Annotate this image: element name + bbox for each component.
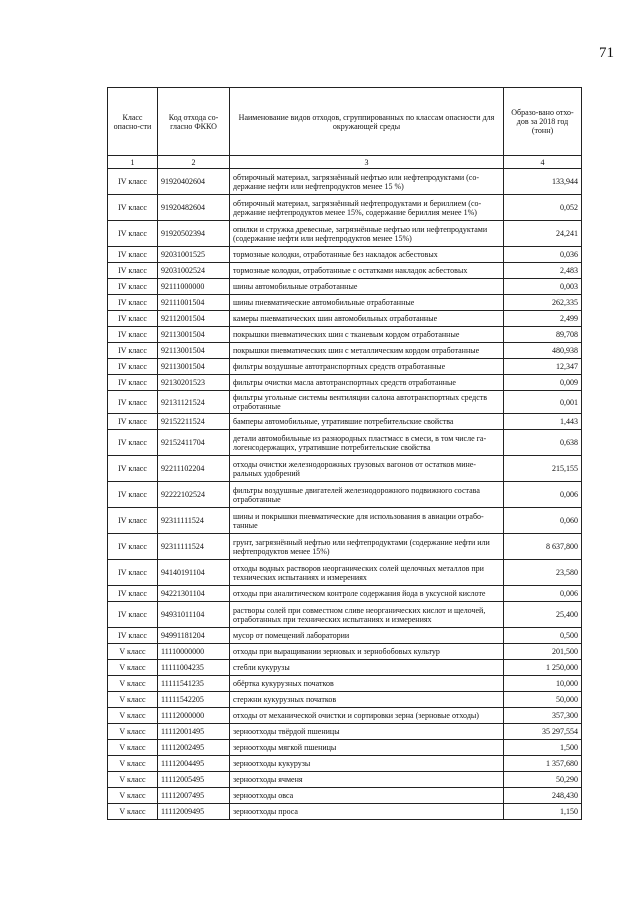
waste-name-cell: стебли кукурузы — [230, 660, 504, 676]
waste-amount-cell: 201,500 — [504, 644, 582, 660]
hazard-class-cell: IV класс — [108, 482, 158, 508]
waste-name-cell: зерноотходы кукурузы — [230, 756, 504, 772]
waste-amount-cell: 89,708 — [504, 327, 582, 343]
waste-amount-cell: 1,150 — [504, 804, 582, 820]
waste-amount-cell: 35 297,554 — [504, 724, 582, 740]
waste-amount-cell: 2,499 — [504, 311, 582, 327]
waste-amount-cell: 12,347 — [504, 359, 582, 375]
hazard-class-cell: V класс — [108, 772, 158, 788]
waste-amount-cell: 0,009 — [504, 375, 582, 391]
hazard-class-cell: V класс — [108, 756, 158, 772]
waste-amount-cell: 0,003 — [504, 279, 582, 295]
waste-name-cell: покрышки пневматических шин с тканевым кордом отработанные — [230, 327, 504, 343]
waste-name-cell: мусор от помещений лаборатории — [230, 628, 504, 644]
hazard-class-cell: IV класс — [108, 359, 158, 375]
waste-amount-cell: 25,400 — [504, 602, 582, 628]
waste-code-cell: 11112000000 — [158, 708, 230, 724]
table-row — [108, 676, 582, 692]
waste-name-cell: зерноотходы овса — [230, 788, 504, 804]
waste-name-cell: шины и покрышки пневматические для использования в авиации отрабо-танные — [230, 508, 504, 534]
waste-name-cell: тормозные колодки, отработанные с остатками накладок асбестовых — [230, 263, 504, 279]
waste-code-cell: 92113001504 — [158, 359, 230, 375]
waste-name-cell: обтирочный материал, загрязнённый нефтью или нефтепродуктами (со-держание нефти или нефтепродуктов менее 15 %) — [230, 169, 504, 195]
waste-code-cell: 92222102524 — [158, 482, 230, 508]
page-number: 71 — [599, 45, 614, 61]
waste-name-cell: тормозные колодки, отработанные без накладок асбестовых — [230, 247, 504, 263]
hazard-class-cell: V класс — [108, 740, 158, 756]
column-number: 1 — [108, 156, 158, 169]
table-row — [108, 756, 582, 772]
waste-amount-cell: 262,335 — [504, 295, 582, 311]
table-row — [108, 279, 582, 295]
waste-amount-cell: 215,155 — [504, 456, 582, 482]
table-row — [108, 788, 582, 804]
waste-name-cell: отходы от механической очистки и сортировки зерна (зерновые отходы) — [230, 708, 504, 724]
table-row — [108, 482, 582, 508]
waste-code-cell: 92152411704 — [158, 430, 230, 456]
hazard-class-cell: IV класс — [108, 391, 158, 414]
hazard-class-cell: IV класс — [108, 586, 158, 602]
waste-name-cell: зерноотходы твёрдой пшеницы — [230, 724, 504, 740]
column-number-row — [108, 156, 582, 169]
waste-amount-cell: 2,483 — [504, 263, 582, 279]
waste-name-cell: грунт, загрязнённый нефтью или нефтепродуктами (содержание нефти или нефтепродуктов менее 15%) — [230, 534, 504, 560]
header-code: Код отхода со-гласно ФККО — [158, 88, 230, 156]
hazard-class-cell: IV класс — [108, 602, 158, 628]
column-number: 4 — [504, 156, 582, 169]
waste-name-cell: шины пневматические автомобильные отработанные — [230, 295, 504, 311]
waste-code-cell: 92113001504 — [158, 343, 230, 359]
waste-amount-cell: 357,300 — [504, 708, 582, 724]
waste-code-cell: 92112001504 — [158, 311, 230, 327]
waste-amount-cell: 0,500 — [504, 628, 582, 644]
table-row — [108, 195, 582, 221]
waste-code-cell: 94991181204 — [158, 628, 230, 644]
hazard-class-cell: IV класс — [108, 508, 158, 534]
waste-amount-cell: 1,500 — [504, 740, 582, 756]
waste-code-cell: 11112005495 — [158, 772, 230, 788]
hazard-class-cell: V класс — [108, 644, 158, 660]
waste-code-cell: 91920402604 — [158, 169, 230, 195]
table-row — [108, 169, 582, 195]
column-number: 3 — [230, 156, 504, 169]
table-row — [108, 586, 582, 602]
waste-amount-cell: 50,290 — [504, 772, 582, 788]
waste-code-cell: 92131121524 — [158, 391, 230, 414]
table-row — [108, 708, 582, 724]
waste-code-cell: 94931011104 — [158, 602, 230, 628]
column-number: 2 — [158, 156, 230, 169]
waste-amount-cell: 0,006 — [504, 482, 582, 508]
header-class: Класс опасно-сти — [108, 88, 158, 156]
waste-name-cell: фильтры угольные системы вентиляции салона автотранспортных средств отработанные — [230, 391, 504, 414]
hazard-class-cell: IV класс — [108, 295, 158, 311]
hazard-class-cell: IV класс — [108, 279, 158, 295]
waste-code-cell: 92111001504 — [158, 295, 230, 311]
waste-name-cell: зерноотходы проса — [230, 804, 504, 820]
table-row — [108, 414, 582, 430]
hazard-class-cell: IV класс — [108, 247, 158, 263]
waste-name-cell: отходы при выращивании зерновых и зернобобовых культур — [230, 644, 504, 660]
table-row — [108, 327, 582, 343]
waste-amount-cell: 1,443 — [504, 414, 582, 430]
table-row — [108, 343, 582, 359]
waste-name-cell: зерноотходы ячменя — [230, 772, 504, 788]
hazard-class-cell: V класс — [108, 660, 158, 676]
waste-code-cell: 92031002524 — [158, 263, 230, 279]
hazard-class-cell: V класс — [108, 708, 158, 724]
waste-amount-cell: 0,036 — [504, 247, 582, 263]
waste-name-cell: отходы водных растворов неорганических солей щелочных металлов при технических испытаниях и измерениях — [230, 560, 504, 586]
table-row — [108, 644, 582, 660]
table-row — [108, 772, 582, 788]
table-row — [108, 430, 582, 456]
waste-table — [107, 87, 582, 820]
waste-code-cell: 11111541235 — [158, 676, 230, 692]
hazard-class-cell: IV класс — [108, 169, 158, 195]
waste-amount-cell: 480,938 — [504, 343, 582, 359]
waste-name-cell: шины автомобильные отработанные — [230, 279, 504, 295]
table-row — [108, 359, 582, 375]
table-row — [108, 221, 582, 247]
table-row — [108, 628, 582, 644]
waste-code-cell: 92130201523 — [158, 375, 230, 391]
table-row — [108, 456, 582, 482]
waste-amount-cell: 23,580 — [504, 560, 582, 586]
waste-code-cell: 92111000000 — [158, 279, 230, 295]
table-row — [108, 247, 582, 263]
waste-code-cell: 92311111524 — [158, 508, 230, 534]
waste-name-cell: обтирочный материал, загрязнённый нефтепродуктами и бериллием (со-держание нефтепродуктов менее 15%, содержание бериллия менее 1%) — [230, 195, 504, 221]
waste-code-cell: 91920482604 — [158, 195, 230, 221]
hazard-class-cell: IV класс — [108, 414, 158, 430]
waste-code-cell: 94221301104 — [158, 586, 230, 602]
waste-code-cell: 92152211524 — [158, 414, 230, 430]
table-row — [108, 375, 582, 391]
waste-name-cell: отходы при аналитическом контроле содержания йода в уксусной кислоте — [230, 586, 504, 602]
waste-name-cell: обёртка кукурузных початков — [230, 676, 504, 692]
table-row — [108, 391, 582, 414]
hazard-class-cell: IV класс — [108, 311, 158, 327]
waste-name-cell: зерноотходы мягкой пшеницы — [230, 740, 504, 756]
waste-name-cell: отходы очистки железнодорожных грузовых вагонов от остатков мине-ральных удобрений — [230, 456, 504, 482]
hazard-class-cell: V класс — [108, 788, 158, 804]
waste-amount-cell: 248,430 — [504, 788, 582, 804]
waste-name-cell: опилки и стружка древесные, загрязнённые нефтью или нефтепродуктами (содержание нефти или нефтепродуктов менее 15%) — [230, 221, 504, 247]
table-row — [108, 534, 582, 560]
hazard-class-cell: V класс — [108, 692, 158, 708]
table-row — [108, 560, 582, 586]
waste-code-cell: 11111542205 — [158, 692, 230, 708]
waste-name-cell: камеры пневматических шин автомобильных отработанные — [230, 311, 504, 327]
waste-code-cell: 92031001525 — [158, 247, 230, 263]
table-row — [108, 692, 582, 708]
table-row — [108, 740, 582, 756]
hazard-class-cell: IV класс — [108, 343, 158, 359]
waste-code-cell: 11112001495 — [158, 724, 230, 740]
waste-code-cell: 92311111524 — [158, 534, 230, 560]
hazard-class-cell: IV класс — [108, 628, 158, 644]
waste-code-cell: 11110000000 — [158, 644, 230, 660]
table-row — [108, 660, 582, 676]
waste-name-cell: стержни кукурузных початков — [230, 692, 504, 708]
hazard-class-cell: IV класс — [108, 456, 158, 482]
waste-name-cell: растворы солей при совместном сливе неорганических кислот и щелочей, отработанных при технических испытаниях и измерениях — [230, 602, 504, 628]
waste-amount-cell: 1 250,000 — [504, 660, 582, 676]
hazard-class-cell: IV класс — [108, 375, 158, 391]
table-row — [108, 263, 582, 279]
hazard-class-cell: IV класс — [108, 560, 158, 586]
waste-amount-cell: 0,001 — [504, 391, 582, 414]
waste-amount-cell: 133,944 — [504, 169, 582, 195]
hazard-class-cell: V класс — [108, 724, 158, 740]
table-row — [108, 602, 582, 628]
waste-name-cell: покрышки пневматических шин с металлическим кордом отработанные — [230, 343, 504, 359]
waste-code-cell: 92211102204 — [158, 456, 230, 482]
waste-code-cell: 11111004235 — [158, 660, 230, 676]
hazard-class-cell: IV класс — [108, 263, 158, 279]
table-row — [108, 724, 582, 740]
hazard-class-cell: IV класс — [108, 430, 158, 456]
table-row — [108, 508, 582, 534]
waste-amount-cell: 1 357,680 — [504, 756, 582, 772]
waste-name-cell: фильтры воздушные автотранспортных средств отработанные — [230, 359, 504, 375]
waste-code-cell: 11112007495 — [158, 788, 230, 804]
waste-amount-cell: 10,000 — [504, 676, 582, 692]
waste-amount-cell: 0,052 — [504, 195, 582, 221]
hazard-class-cell: IV класс — [108, 195, 158, 221]
waste-code-cell: 92113001504 — [158, 327, 230, 343]
waste-code-cell: 11112002495 — [158, 740, 230, 756]
waste-code-cell: 11112009495 — [158, 804, 230, 820]
waste-amount-cell: 24,241 — [504, 221, 582, 247]
waste-amount-cell: 8 637,800 — [504, 534, 582, 560]
waste-code-cell: 91920502394 — [158, 221, 230, 247]
waste-amount-cell: 0,006 — [504, 586, 582, 602]
table-row — [108, 804, 582, 820]
header-name: Наименование видов отходов, сгруппированных по классам опасности для окружающей среды — [230, 88, 504, 156]
header-amount: Образо-вано отхо-дов за 2018 год (тонн) — [504, 88, 582, 156]
hazard-class-cell: V класс — [108, 676, 158, 692]
waste-name-cell: детали автомобильные из разнородных пластмасс в смеси, в том числе га-логенсодержащих, утратившие потребительские свойства — [230, 430, 504, 456]
waste-amount-cell: 0,060 — [504, 508, 582, 534]
waste-name-cell: фильтры воздушные двигателей железнодорожного подвижного состава отработанные — [230, 482, 504, 508]
waste-code-cell: 11112004495 — [158, 756, 230, 772]
waste-amount-cell: 50,000 — [504, 692, 582, 708]
hazard-class-cell: IV класс — [108, 534, 158, 560]
hazard-class-cell: IV класс — [108, 221, 158, 247]
table-row — [108, 295, 582, 311]
waste-name-cell: фильтры очистки масла автотранспортных средств отработанные — [230, 375, 504, 391]
waste-name-cell: бамперы автомобильные, утратившие потребительские свойства — [230, 414, 504, 430]
table-row — [108, 311, 582, 327]
hazard-class-cell: IV класс — [108, 327, 158, 343]
waste-amount-cell: 0,638 — [504, 430, 582, 456]
header-row — [108, 88, 582, 156]
hazard-class-cell: V класс — [108, 804, 158, 820]
waste-code-cell: 94140191104 — [158, 560, 230, 586]
